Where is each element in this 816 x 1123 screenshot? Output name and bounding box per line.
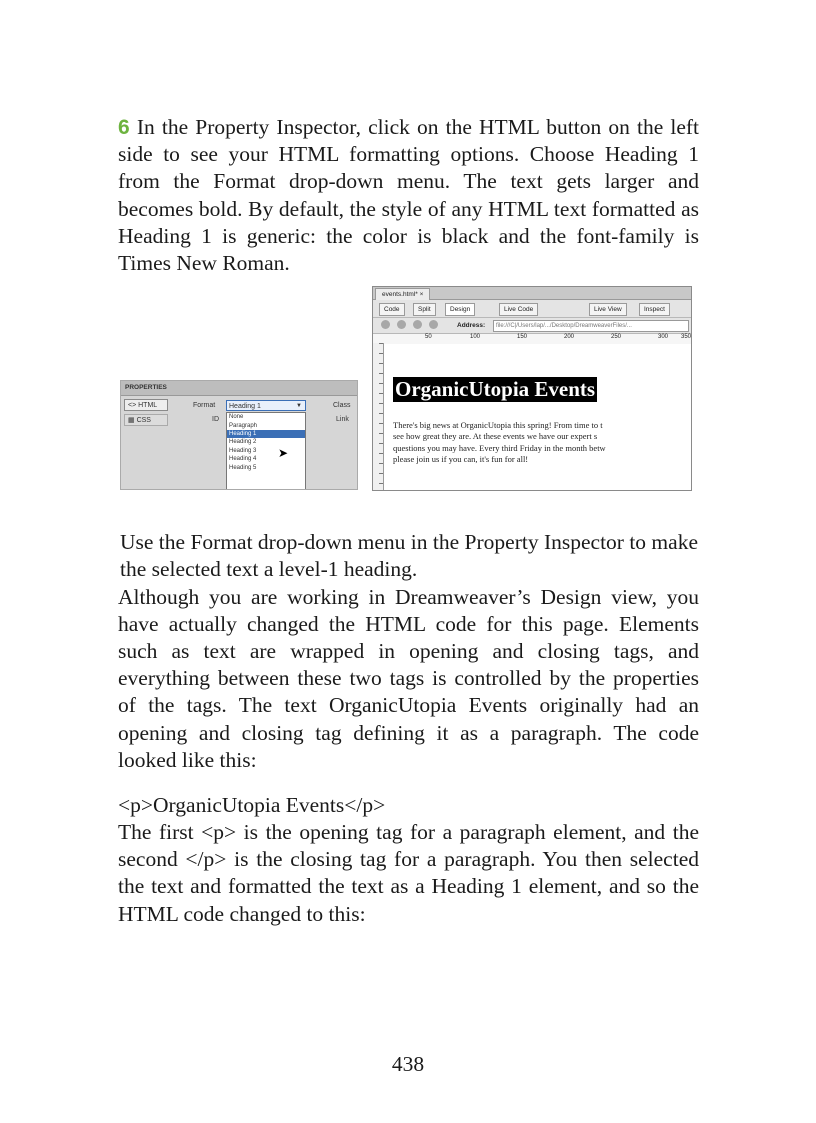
id-label: ID xyxy=(212,416,219,424)
figure xyxy=(118,285,699,505)
class-label: Class xyxy=(333,402,351,410)
page-content xyxy=(118,114,699,928)
format-option-heading-3[interactable]: Heading 3 xyxy=(229,447,257,454)
stop-icon[interactable] xyxy=(413,320,422,329)
property-inspector-screenshot xyxy=(120,380,358,490)
split-button[interactable]: Split xyxy=(413,303,436,316)
ruler-tick: 100 xyxy=(470,334,481,341)
body-line: please join us if you can, it's fun for all! xyxy=(393,453,529,464)
design-button[interactable]: Design xyxy=(445,303,475,316)
figure-caption: Use the Format drop-down menu in the Property Inspector to make the selected text a level-1 heading. xyxy=(120,530,698,582)
address-bar xyxy=(373,318,691,334)
format-option-heading-2[interactable]: Heading 2 xyxy=(229,439,257,446)
format-option-heading-1[interactable]: Heading 1 xyxy=(227,430,305,438)
mouse-cursor-icon: ➤ xyxy=(278,446,289,461)
page-number: 438 xyxy=(391,1052,425,1076)
html-button[interactable]: <> HTML xyxy=(124,399,168,411)
step-paragraph xyxy=(118,114,699,277)
format-dropdown[interactable] xyxy=(226,400,306,411)
format-option-paragraph[interactable]: Paragraph xyxy=(229,422,258,429)
link-label: Link xyxy=(336,416,349,424)
format-options-list xyxy=(226,412,306,490)
css-icon: ▦ xyxy=(128,417,137,425)
step-text: In the Property Inspector, click on the HTML button on the left side to see your HTML formatting options. Choose Heading 1 from the Format drop-down menu. The text gets larger and becomes bold. By default, the style of any HTML text formatted as Heading 1 is generic: the color is black and the font-family is Times New Roman. xyxy=(118,115,700,276)
format-option-none[interactable]: None xyxy=(229,414,244,421)
live-view-button[interactable]: Live View xyxy=(589,303,627,316)
body-paragraph-2: Although you are working in Dreamweaver’s Design view, you have actually changed the HTML code for this page. Elements such as text are wrapped in opening and closing tags, and everything between these two tags is controlled by the properties of the tags. The text OrganicUtopia Events originally had an opening and closing tag defining it as a paragraph. The code looked like this: xyxy=(118,584,699,772)
step-number: 6 xyxy=(118,116,130,139)
document-tab-bar xyxy=(373,287,691,300)
chevron-down-icon: ▼ xyxy=(296,403,302,410)
body-line: see how great they are. At these events we have our expert s xyxy=(393,431,598,442)
home-icon[interactable] xyxy=(429,320,438,329)
document-tab[interactable]: events.html* × xyxy=(375,288,430,300)
design-view-screenshot xyxy=(372,286,692,491)
address-label: Address: xyxy=(457,322,486,330)
document-toolbar xyxy=(373,300,691,318)
vertical-ruler xyxy=(373,343,384,490)
back-icon[interactable] xyxy=(381,320,390,329)
selected-heading[interactable]: OrganicUtopia Events xyxy=(395,377,596,402)
ruler-tick: 300 xyxy=(658,334,669,341)
inspect-button[interactable]: Inspect xyxy=(639,303,670,316)
body-text xyxy=(393,420,691,465)
ruler-tick: 250 xyxy=(611,334,622,341)
properties-header: PROPERTIES xyxy=(121,381,357,396)
ruler-tick: 350 xyxy=(681,334,692,341)
css-button[interactable] xyxy=(124,414,168,426)
format-dropdown-value: Heading 1 xyxy=(229,403,261,411)
body-paragraph-3: The first <p> is the opening tag for a paragraph element, and the second </p> is the closing tag for a paragraph. You then selected the text and formatted the text as a Heading 1 element, and so the HTML code changed to this: xyxy=(118,820,699,926)
ruler-tick: 50 xyxy=(425,334,432,341)
body-line: There's big news at OrganicUtopia this spring! From time to t xyxy=(393,420,603,431)
code-sample: <p>OrganicUtopia Events</p> xyxy=(118,793,386,818)
design-canvas[interactable] xyxy=(384,344,691,490)
forward-icon[interactable] xyxy=(397,320,406,329)
format-option-heading-5[interactable]: Heading 5 xyxy=(229,464,257,471)
format-label: Format xyxy=(193,402,216,410)
format-option-heading-4[interactable]: Heading 4 xyxy=(229,456,257,463)
live-code-button[interactable]: Live Code xyxy=(499,303,538,316)
ruler-tick: 200 xyxy=(564,334,575,341)
ruler-tick: 150 xyxy=(517,334,528,341)
code-button[interactable]: Code xyxy=(379,303,405,316)
css-button-label: CSS xyxy=(136,417,151,425)
body-line: questions you may have. Every third Friday in the month betw xyxy=(393,442,606,453)
address-input[interactable]: file:///C|/Users/lap/.../Desktop/DreamweaverFiles/... xyxy=(493,320,689,332)
